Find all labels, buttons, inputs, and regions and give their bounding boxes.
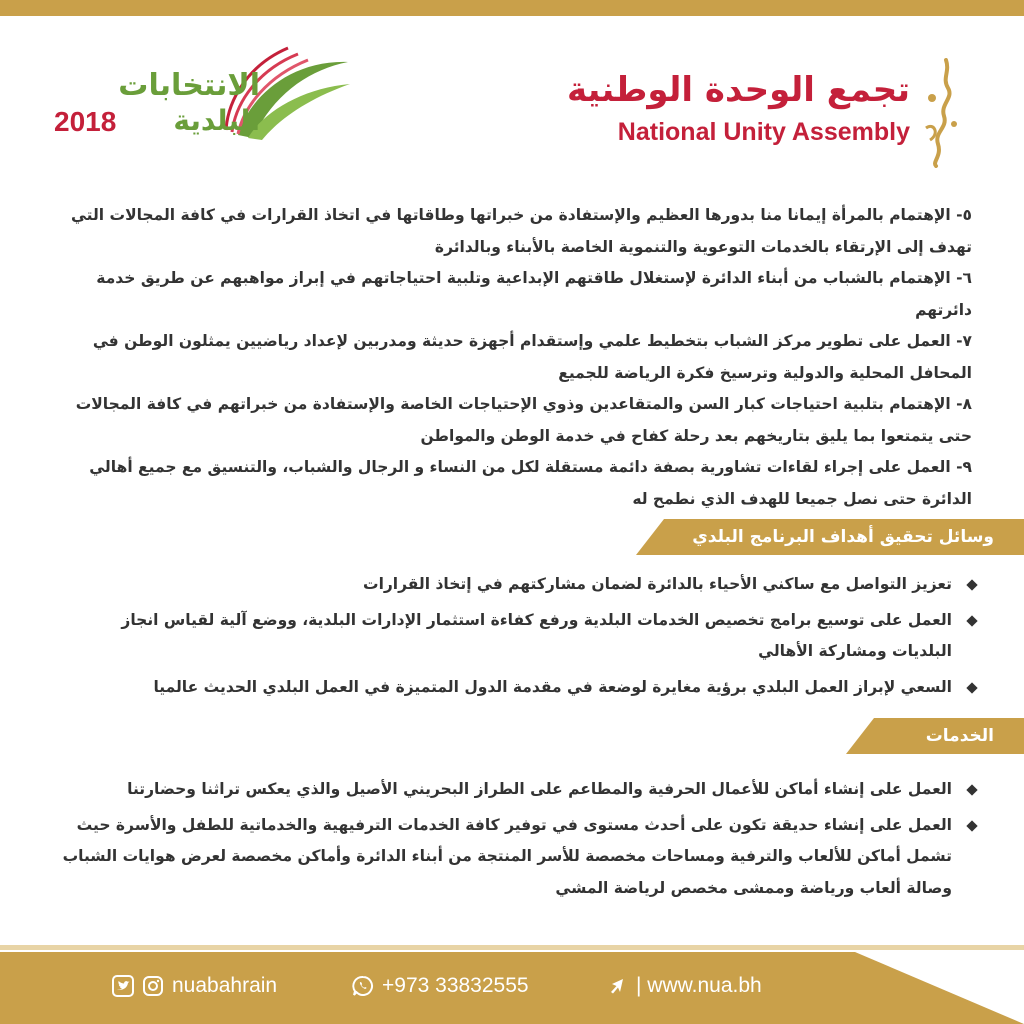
diamond-bullet-icon bbox=[966, 682, 977, 693]
list-item-text: العمل على إنشاء أماكن للأعمال الحرفية والمطاعم على الطراز البحريني الأصيل والذي يعكس تراثنا وحضارتنا bbox=[127, 780, 952, 798]
list-item-text: تعزيز التواصل مع ساكني الأحياء بالدائرة لضمان مشاركتهم في إتخاذ القرارات bbox=[363, 575, 952, 593]
list-item bbox=[60, 774, 976, 806]
diamond-bullet-icon bbox=[966, 579, 977, 590]
instagram-icon[interactable] bbox=[142, 975, 164, 997]
website-url[interactable]: | www.nua.bh bbox=[636, 974, 762, 997]
list-item bbox=[60, 569, 976, 601]
goal-item: ٦- الإهتمام بالشباب من أبناء الدائرة لإستغلال طاقتهم الإبداعية وتلبية احتياجاتهم في إبراز مواهبهم عن طريق خدمة دائرتهم bbox=[96, 269, 972, 319]
list-item-text: السعي لإبراز العمل البلدي برؤية مغايرة لوضعة في مقدمة الدول المتميزة في العمل البلدي الحديث عالميا bbox=[153, 677, 952, 696]
elections-logo bbox=[40, 40, 360, 150]
means-list bbox=[60, 569, 976, 707]
list-item-text: العمل على توسيع برامج تخصيص الخدمات البلدية ورفع كفاءة استثمار الإدارات البلدية، ووضع آلية لقياس انجاز البلديات ومشاركة الأهالي bbox=[121, 610, 952, 660]
goal-item: ٨- الإهتمام بتلبية احتياجات كبار السن والمتقاعدين وذوي الإحتياجات الخاصة والإستفادة من خبراتهم في كافة المجالات حتى يتمتعوا بما يليق بتاريخهم بعد رحلة كفاح في خدمة الوطن والمواطن bbox=[75, 395, 972, 445]
phone-number[interactable]: +973 33832555 bbox=[382, 974, 529, 997]
org-name-arabic: تجمع الوحدة الوطنية bbox=[566, 70, 910, 110]
cursor-icon[interactable] bbox=[606, 975, 628, 997]
phone-link[interactable] bbox=[352, 970, 529, 1002]
list-item bbox=[60, 810, 976, 905]
elections-year: 2018 bbox=[54, 106, 117, 137]
goal-item: ٩- العمل على إجراء لقاءات تشاورية بصفة دائمة مستقلة لكل من النساء و الرجال والشباب، والتنسيق مع جميع أهالي الدائرة حتى نصل جميعا للهدف الذي نطمح له bbox=[89, 458, 972, 508]
social-handle[interactable]: nuabahrain bbox=[172, 974, 278, 997]
list-item bbox=[60, 672, 976, 704]
list-item bbox=[60, 605, 976, 668]
elections-subtitle: البلدية bbox=[173, 104, 260, 137]
goal-item: ٧- العمل على تطوير مركز الشباب بتخطيط علمي وإستقدام أجهزة حديثة ومدربين لإعداد رياضيين يمثلون الوطن في المحافل المحلية والدولية وترسيخ فكرة الرياضة للجميع bbox=[92, 332, 972, 382]
diamond-bullet-icon bbox=[966, 784, 977, 795]
goals-list bbox=[50, 200, 972, 515]
goal-item: ٥- الإهتمام بالمرأة إيمانا منا بدورها العظيم والإستفادة من خبراتها وطاقاتها في اتخاذ القرارات في كافة المجالات التي تهدف إلى الإرتقاء بالخدمات التوعوية والتنموية الخاصة بالأبناء وبالدائرة bbox=[70, 206, 972, 256]
elections-title: الانتخابات bbox=[118, 68, 260, 103]
diamond-bullet-icon bbox=[966, 820, 977, 831]
diamond-bullet-icon bbox=[966, 615, 977, 626]
org-logo bbox=[566, 58, 962, 168]
means-section-title: وسائل تحقيق أهداف البرنامج البلدي bbox=[664, 519, 1024, 555]
services-section-title: الخدمات العامة bbox=[874, 718, 1024, 754]
list-item-text: العمل على إنشاء حديقة تكون على أحدث مستوى في توفير كافة الخدمات الترفيهية والخدماتية للطفل والأسرة حيث تشمل أماكن للألعاب والترفية ومساحات مخصصة للأسر المنتجة من أبناء الدائرة وأماكن مخصصة لعرض هوايات الشباب وصالة ألعاب ورياضة وممشى مخصص لرياضة المشي bbox=[62, 815, 952, 897]
twitter-icon[interactable] bbox=[112, 975, 134, 997]
website-link[interactable] bbox=[606, 970, 762, 1002]
top-accent-bar bbox=[0, 0, 1024, 16]
social-link[interactable] bbox=[112, 970, 277, 1002]
org-name-english: National Unity Assembly bbox=[617, 118, 910, 146]
footer-accent-line bbox=[0, 945, 1024, 950]
services-list bbox=[60, 774, 976, 908]
whatsapp-icon[interactable] bbox=[352, 975, 374, 997]
footer-contacts bbox=[0, 970, 1024, 1002]
calligraphy-emblem-icon bbox=[920, 58, 962, 168]
